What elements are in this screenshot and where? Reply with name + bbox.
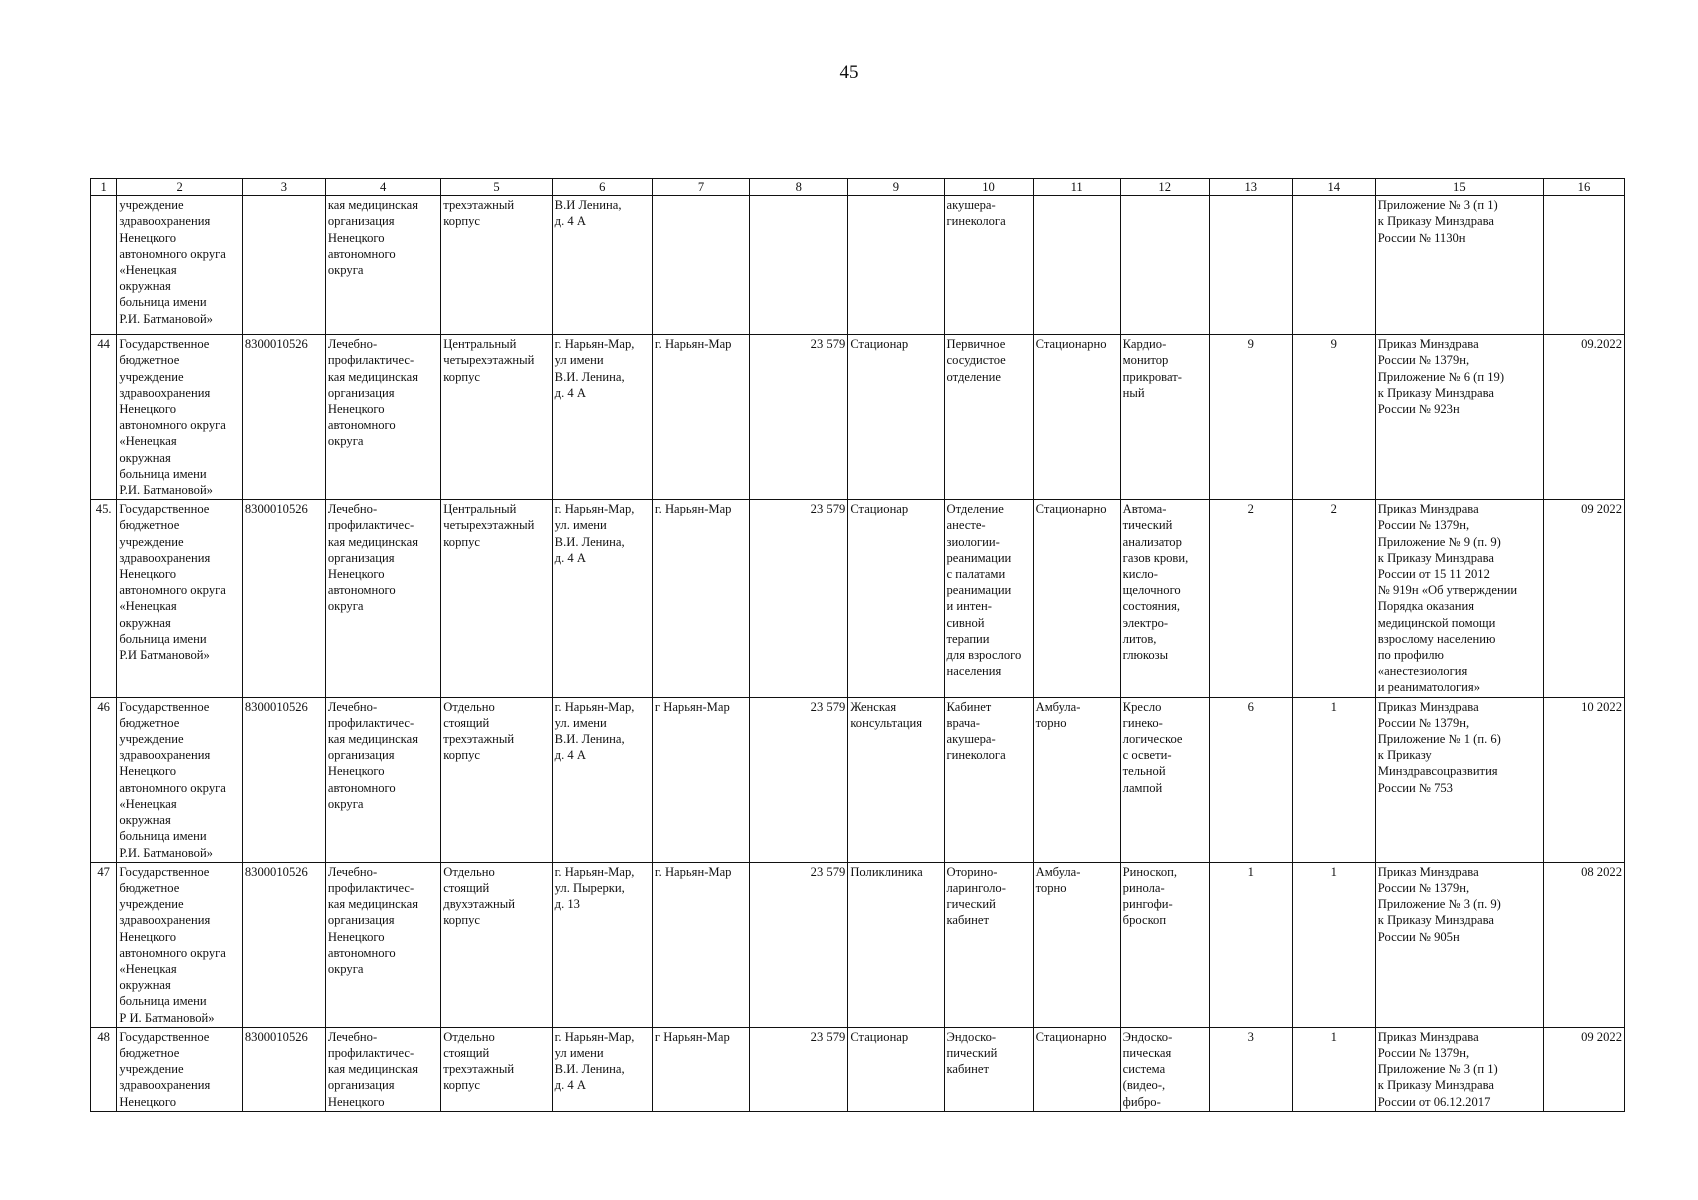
table-cell: 2 xyxy=(1292,500,1375,697)
table-cell xyxy=(1033,196,1120,335)
table-cell: кая медицинская организация Ненецкого автономного округа xyxy=(325,196,440,335)
table-cell: трехэтажный корпус xyxy=(441,196,552,335)
table-cell: Амбула- торно xyxy=(1033,862,1120,1027)
table-cell: Приложение № 3 (п 1) к Приказу Минздрава России № 1130н xyxy=(1375,196,1543,335)
table-cell: Лечебно- профилактичес- кая медицинская организация Ненецкого xyxy=(325,1027,440,1111)
table-cell: 8300010526 xyxy=(242,862,325,1027)
table-cell: Лечебно- профилактичес- кая медицинская организация Ненецкого автономного округа xyxy=(325,862,440,1027)
table-cell: Амбула- торно xyxy=(1033,697,1120,862)
table-cell: 8300010526 xyxy=(242,697,325,862)
table-cell: Кабинет врача- акушера- гинеколога xyxy=(944,697,1033,862)
table-cell: Стационарно xyxy=(1033,335,1120,500)
column-header: 6 xyxy=(552,179,652,196)
column-header: 12 xyxy=(1120,179,1209,196)
column-header: 8 xyxy=(750,179,848,196)
table-cell: г. Нарьян-Мар, ул имени В.И. Ленина, д. 4 А xyxy=(552,335,652,500)
table-cell: г. Нарьян-Мар, ул. имени В.И. Ленина, д. 4 А xyxy=(552,697,652,862)
table-cell: 6 xyxy=(1209,697,1292,862)
table-cell: г. Нарьян-Мар xyxy=(652,862,749,1027)
table-cell: 9 xyxy=(1292,335,1375,500)
table-cell: Приказ Минздрава России № 1379н, Приложение № 3 (п 1) к Приказу Минздрава России от 06.12.2017 xyxy=(1375,1027,1543,1111)
table-cell: Лечебно- профилактичес- кая медицинская организация Ненецкого автономного округа xyxy=(325,697,440,862)
table-cell: г. Нарьян-Мар, ул. имени В.И. Ленина, д. 4 А xyxy=(552,500,652,697)
column-header: 10 xyxy=(944,179,1033,196)
table-cell: 48 xyxy=(91,1027,117,1111)
column-header: 7 xyxy=(652,179,749,196)
table-cell: Стационарно xyxy=(1033,500,1120,697)
table-cell: г Нарьян-Мар xyxy=(652,697,749,862)
column-header: 1 xyxy=(91,179,117,196)
table-cell xyxy=(1543,196,1624,335)
table-cell xyxy=(91,196,117,335)
table-cell: Поликлиника xyxy=(848,862,944,1027)
table-row xyxy=(91,697,1625,862)
table-cell: акушера- гинеколога xyxy=(944,196,1033,335)
column-header: 16 xyxy=(1543,179,1624,196)
table-cell: Автома- тический анализатор газов крови, кисло- щелочного состояния, электро- литов, глюкозы xyxy=(1120,500,1209,697)
page-number: 45 xyxy=(839,62,859,83)
table-cell: 1 xyxy=(1292,1027,1375,1111)
table-row xyxy=(91,500,1625,697)
table-cell: Отдельно стоящий трехэтажный корпус xyxy=(441,1027,552,1111)
table-cell: Приказ Минздрава России № 1379н, Приложение № 3 (п. 9) к Приказу Минздрава России № 905н xyxy=(1375,862,1543,1027)
table-cell: Лечебно- профилактичес- кая медицинская организация Ненецкого автономного округа xyxy=(325,335,440,500)
table-cell: 9 xyxy=(1209,335,1292,500)
table-cell: 23 579 xyxy=(750,335,848,500)
table-cell: В.И Ленина, д. 4 А xyxy=(552,196,652,335)
table-cell xyxy=(1120,196,1209,335)
table-cell: Государственное бюджетное учреждение здравоохранения Ненецкого автономного округа «Ненецкая окружная больница имени Р.И Батмановой» xyxy=(117,500,243,697)
table-cell: 46 xyxy=(91,697,117,862)
column-header: 2 xyxy=(117,179,243,196)
table-cell: 45. xyxy=(91,500,117,697)
table-cell: 08 2022 xyxy=(1543,862,1624,1027)
table-cell: 2 xyxy=(1209,500,1292,697)
table-cell: г. Нарьян-Мар, ул. Пырерки, д. 13 xyxy=(552,862,652,1027)
table-cell: 47 xyxy=(91,862,117,1027)
table-cell: Отделение анесте- зиологии- реанимации с палатами реанимации и интен- сивной терапии для взрослого населения xyxy=(944,500,1033,697)
table-cell: 23 579 xyxy=(750,697,848,862)
table-cell: 23 579 xyxy=(750,862,848,1027)
table-cell: 09 2022 xyxy=(1543,1027,1624,1111)
table-cell xyxy=(1292,196,1375,335)
table-cell: Эндоско- пическая система (видео-, фибро- xyxy=(1120,1027,1209,1111)
column-header: 5 xyxy=(441,179,552,196)
table-row xyxy=(91,862,1625,1027)
column-header: 13 xyxy=(1209,179,1292,196)
table-cell: Государственное бюджетное учреждение здравоохранения Ненецкого автономного округа «Ненецкая окружная больница имени Р.И. Батмановой» xyxy=(117,697,243,862)
table-cell: 44 xyxy=(91,335,117,500)
table-cell: г Нарьян-Мар xyxy=(652,1027,749,1111)
column-header: 15 xyxy=(1375,179,1543,196)
table-cell: Эндоско- пический кабинет xyxy=(944,1027,1033,1111)
table-cell: Кресло гинеко- логическое с освети- тельной лампой xyxy=(1120,697,1209,862)
table-row xyxy=(91,335,1625,500)
table-cell: Отдельно стоящий трехэтажный корпус xyxy=(441,697,552,862)
table-cell: Лечебно- профилактичес- кая медицинская организация Ненецкого автономного округа xyxy=(325,500,440,697)
table-cell: Стационар xyxy=(848,500,944,697)
header-row xyxy=(91,179,1625,196)
table-cell: Приказ Минздрава России № 1379н, Приложение № 9 (п. 9) к Приказу Минздрава России от 15 11 2012 № 919н «Об утверждении Порядка оказания медицинской помощи взрослому населению по профилю «анестезиология и реаниматология» xyxy=(1375,500,1543,697)
table-cell: 1 xyxy=(1292,697,1375,862)
table-cell: 09.2022 xyxy=(1543,335,1624,500)
table-cell: г. Нарьян-Мар, ул имени В.И. Ленина, д. 4 А xyxy=(552,1027,652,1111)
table-cell: 8300010526 xyxy=(242,500,325,697)
table-cell: Отдельно стоящий двухэтажный корпус xyxy=(441,862,552,1027)
table-cell: Государственное бюджетное учреждение здравоохранения Ненецкого xyxy=(117,1027,243,1111)
table-cell: Государственное бюджетное учреждение здравоохранения Ненецкого автономного округа «Ненецкая окружная больница имени Р И. Батмановой» xyxy=(117,862,243,1027)
table-cell: 23 579 xyxy=(750,500,848,697)
table-cell: Стационар xyxy=(848,335,944,500)
table-cell: Государственное бюджетное учреждение здравоохранения Ненецкого автономного округа «Ненецкая окружная больница имени Р.И. Батмановой» xyxy=(117,335,243,500)
column-header: 3 xyxy=(242,179,325,196)
table-row xyxy=(91,196,1625,335)
table-cell: Риноскоп, ринола- рингофи- броскоп xyxy=(1120,862,1209,1027)
table-cell: Приказ Минздрава России № 1379н, Приложение № 1 (п. 6) к Приказу Минздравсоцразвития России № 753 xyxy=(1375,697,1543,862)
table-cell: Кардио- монитор прикроват- ный xyxy=(1120,335,1209,500)
table-cell xyxy=(1209,196,1292,335)
table-cell: Центральный четырехэтажный корпус xyxy=(441,500,552,697)
table-cell: 8300010526 xyxy=(242,335,325,500)
table-row xyxy=(91,1027,1625,1111)
table-cell xyxy=(242,196,325,335)
table-cell xyxy=(750,196,848,335)
table-cell: 1 xyxy=(1209,862,1292,1027)
table-cell: Приказ Минздрава России № 1379н, Приложение № 6 (п 19) к Приказу Минздрава России № 923н xyxy=(1375,335,1543,500)
table-cell: Оторино- ларинголо- гический кабинет xyxy=(944,862,1033,1027)
table-body xyxy=(91,196,1625,1112)
table-cell: 10 2022 xyxy=(1543,697,1624,862)
table-cell: Стационар xyxy=(848,1027,944,1111)
table-cell: Женская консультация xyxy=(848,697,944,862)
table-cell: 3 xyxy=(1209,1027,1292,1111)
table-cell: 8300010526 xyxy=(242,1027,325,1111)
column-header: 4 xyxy=(325,179,440,196)
table-cell: Центральный четырехэтажный корпус xyxy=(441,335,552,500)
table-cell xyxy=(652,196,749,335)
table-cell: Первичное сосудистое отделение xyxy=(944,335,1033,500)
column-header: 9 xyxy=(848,179,944,196)
table-cell: г. Нарьян-Мар xyxy=(652,335,749,500)
table-cell: учреждение здравоохранения Ненецкого автономного округа «Ненецкая окружная больница имени Р.И. Батмановой» xyxy=(117,196,243,335)
table-cell: 23 579 xyxy=(750,1027,848,1111)
table-cell: г. Нарьян-Мар xyxy=(652,500,749,697)
table-cell xyxy=(848,196,944,335)
table-cell: 09 2022 xyxy=(1543,500,1624,697)
equipment-table xyxy=(90,178,1625,1112)
column-header: 14 xyxy=(1292,179,1375,196)
column-header: 11 xyxy=(1033,179,1120,196)
table-cell: Стационарно xyxy=(1033,1027,1120,1111)
table-cell: 1 xyxy=(1292,862,1375,1027)
